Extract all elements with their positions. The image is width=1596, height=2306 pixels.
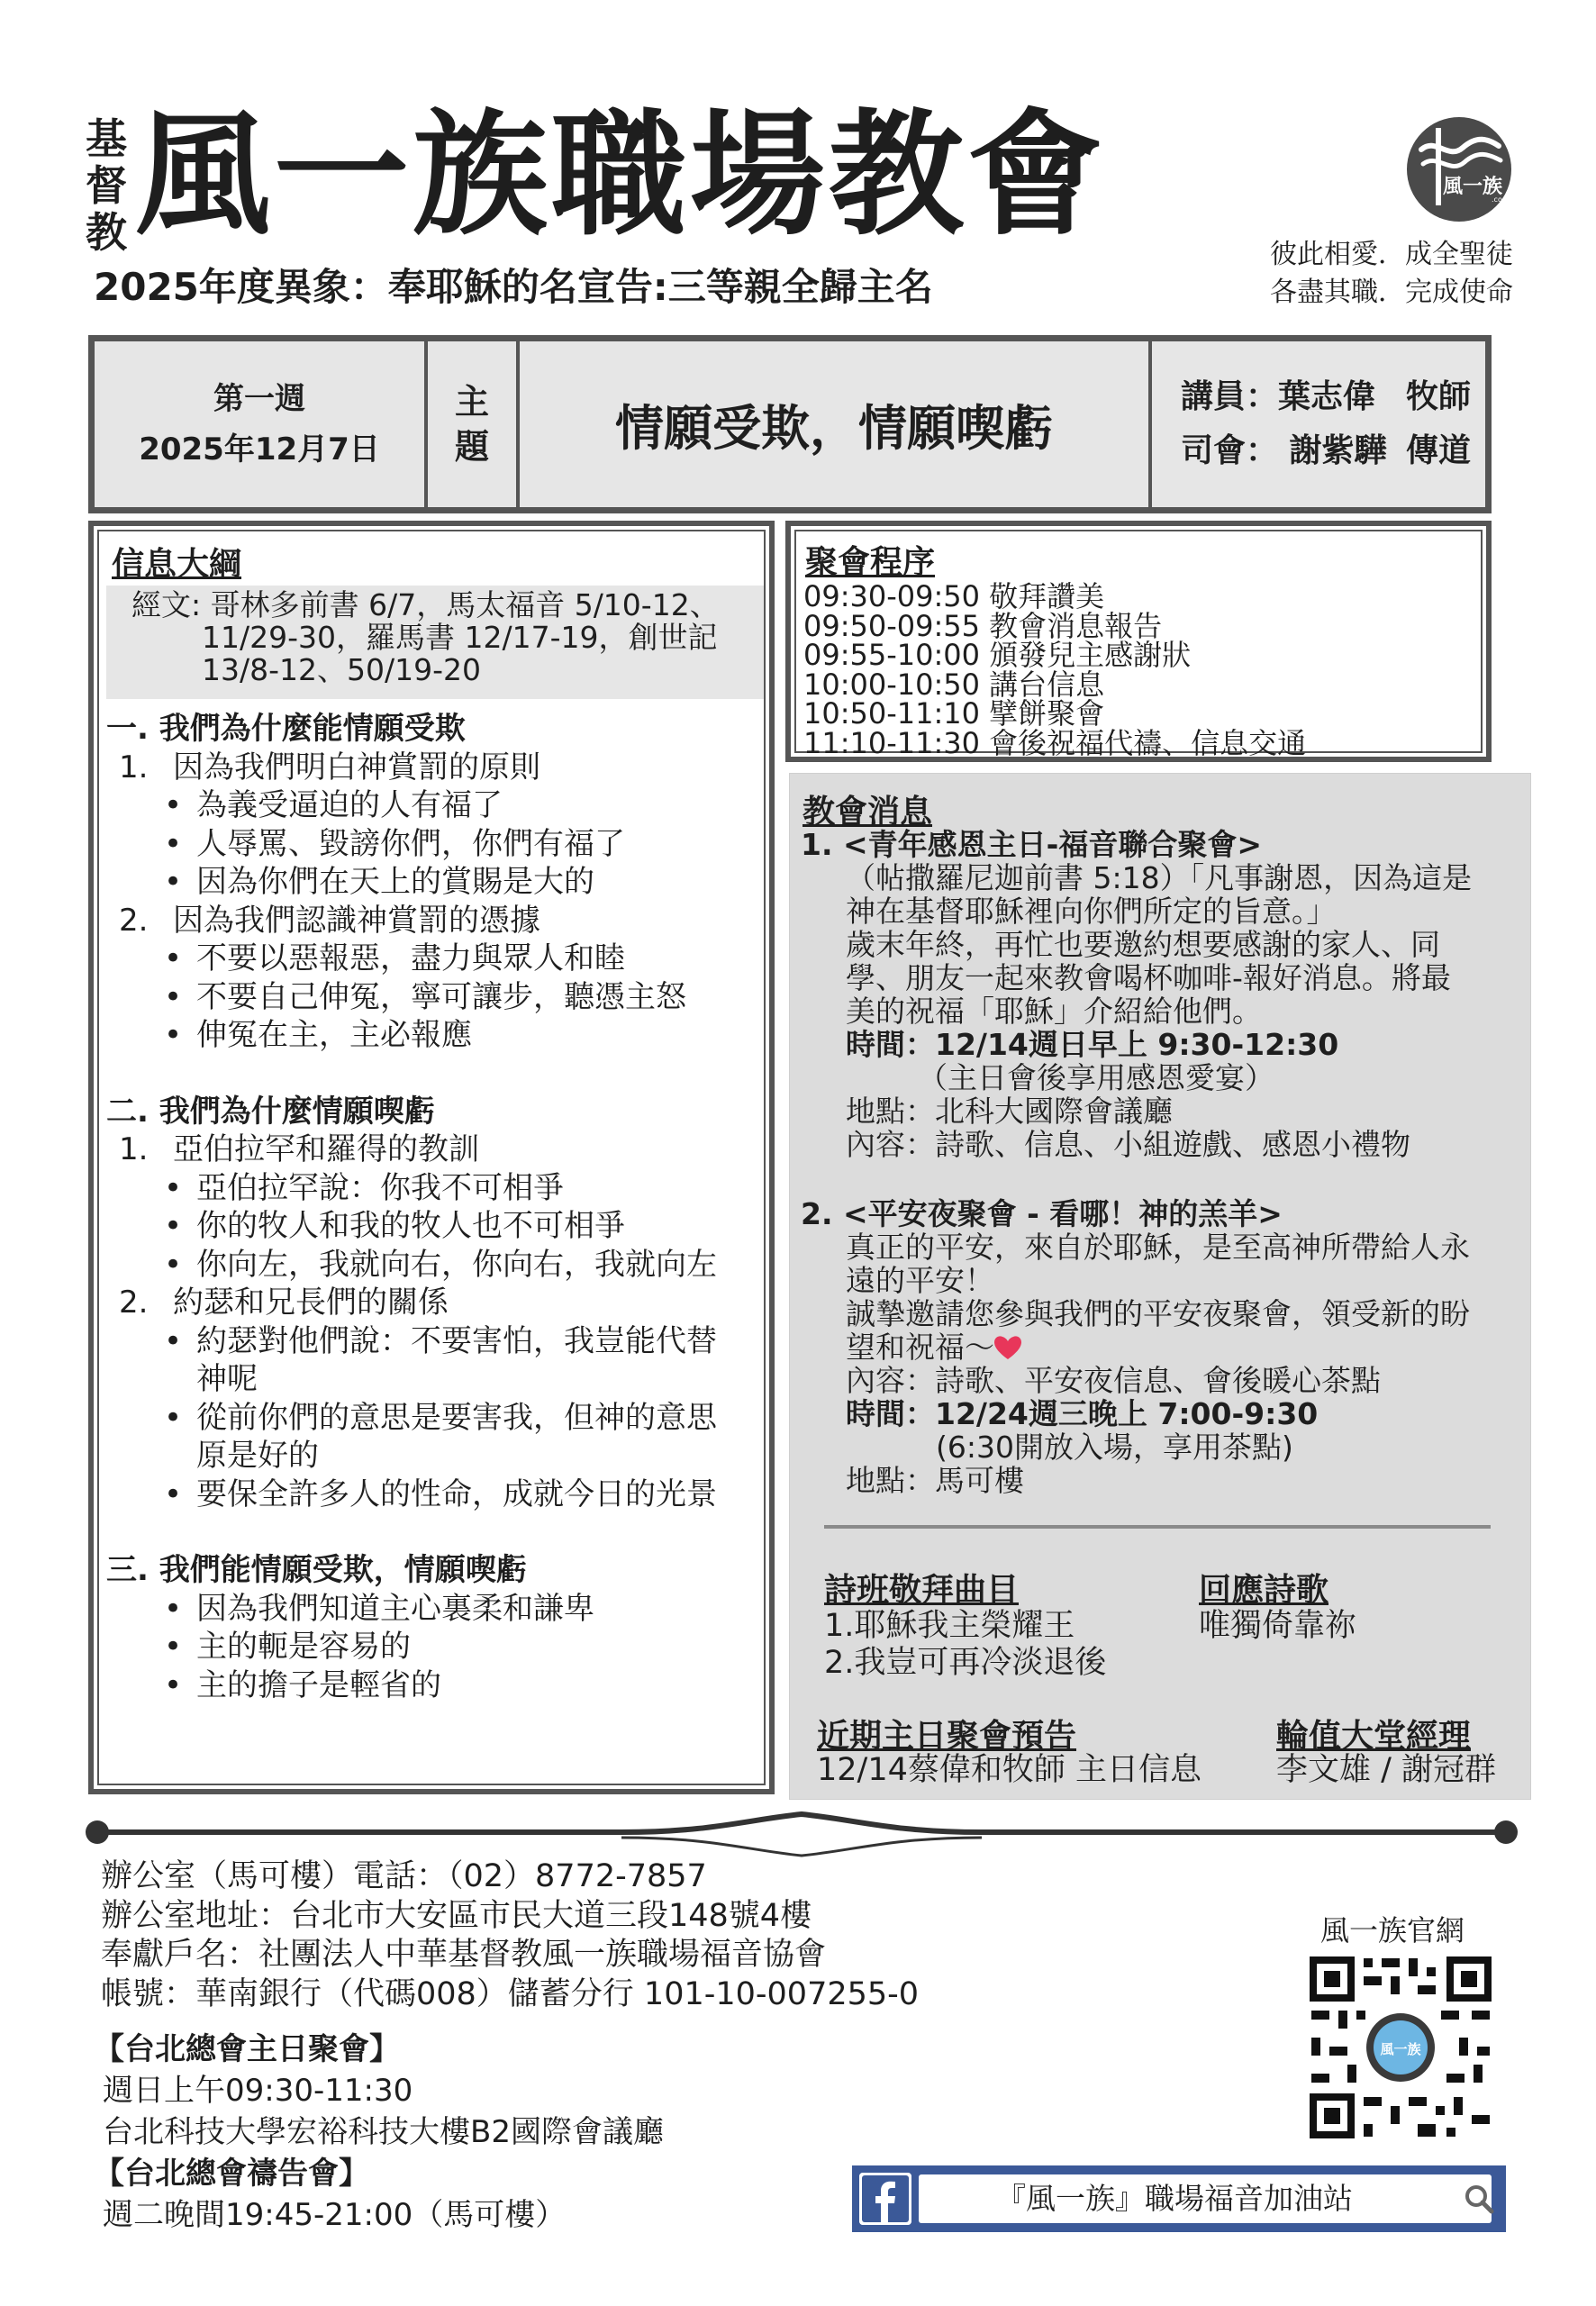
choir-heading: 詩班敬拜曲目 (824, 1572, 1020, 1609)
program-item: 09:30-09:50 敬拜讚美 (803, 579, 1105, 613)
speaker-cell (1152, 341, 1485, 507)
managers-heading: 輪值大堂經理 (1276, 1718, 1472, 1755)
speaker-name: 講員：葉志偉 (1181, 378, 1376, 415)
outline-bullet: • 不要以惡報惡，盡力與眾人和睦 (106, 940, 773, 978)
outline-point: 1. 亞伯拉罕和羅得的教訓 (119, 1131, 479, 1167)
logo-suffix: .com (1492, 195, 1510, 204)
response-heading: 回應詩歌 (1199, 1572, 1329, 1609)
prefix-char: 督 (86, 161, 127, 210)
news-item-title: 2. <平安夜聚會 - 看哪！神的羔羊> (801, 1196, 1283, 1231)
motto (1225, 236, 1513, 312)
website-qr-code-icon[interactable] (1306, 1953, 1495, 2142)
facebook-icon (859, 2173, 911, 2225)
news-content: 內容：詩歌、信息、小組遊戲、感恩小禮物 (846, 1127, 1410, 1162)
news-desc-line: 真正的平安，來自於耶穌，是至高神所帶給人永 (846, 1230, 1470, 1265)
outline-point: 1. 因為我們明白神賞罰的原則 (119, 749, 540, 785)
title-prefix (81, 115, 131, 256)
program-item: 10:00-10:50 講台信息 (803, 667, 1105, 702)
church-title: 風一族職場教會 (135, 97, 1107, 254)
outline-section-title: 三. 我們能情願受欺，情願喫虧 (106, 1552, 527, 1588)
sermon-outline-panel (88, 521, 775, 1794)
outline-bullet: • 你的牧人和我的牧人也不可相爭 (106, 1207, 773, 1246)
news-desc-line: 美的祝福「耶穌」介紹給他們。 (846, 994, 1262, 1029)
prayer-meeting-time: 週二晚間19:45-21:00（馬可樓） (103, 2197, 567, 2233)
office-address: 辦公室地址：台北市大安區市民大道三段148號4樓 (101, 1897, 812, 1934)
week-cell (95, 341, 428, 507)
speaker-row (1181, 370, 1471, 424)
host-name: 司會： 謝紫驊 (1181, 432, 1387, 469)
outline-bullet: • 主的軛是容易的 (106, 1628, 773, 1666)
host-title: 傳道 (1406, 432, 1472, 469)
donation-account-name: 奉獻戶名：社團法人中華基督教風一族職場福音協會 (101, 1937, 827, 1973)
program-item: 10:50-11:10 擘餅聚會 (803, 696, 1105, 731)
office-info (101, 1857, 919, 2014)
outline-bullet: • 主的擔子是輕省的 (106, 1666, 773, 1705)
outline-bullet: • 因為你們在天上的賞賜是大的 (106, 863, 773, 902)
news-divider (824, 1525, 1491, 1529)
program-item: 09:50-09:55 教會消息報告 (803, 608, 1163, 643)
meeting-info (94, 2029, 664, 2236)
theme-label-char: 主 (454, 382, 489, 422)
theme-label-char: 題 (454, 427, 489, 467)
sunday-service-place: 台北科技大學宏裕科技大樓B2國際會議廳 (103, 2114, 664, 2150)
news-place: 地點：北科大國際會議廳 (846, 1094, 1173, 1129)
outline-section-title: 一. 我們為什麼能情願受欺 (106, 711, 466, 747)
outline-bullet: • 人辱罵、毀謗你們，你們有福了 (106, 825, 773, 864)
outline-bullet: • 亞伯拉罕說：你我不可相爭 (106, 1169, 773, 1208)
upcoming-heading: 近期主日聚會預告 (817, 1718, 1077, 1755)
motto-line: 彼此相愛．成全聖徒 (1270, 239, 1513, 270)
program-item: 11:10-11:30 會後祝福代禱、信息交通 (803, 725, 1307, 760)
sermon-heading: 信息大綱 (112, 546, 242, 583)
program-list (803, 579, 1307, 760)
sermon-theme: 情願受欺，情願喫虧 (520, 341, 1152, 507)
news-time: 時間：12/14週日早上 9:30-12:30 (846, 1027, 1339, 1062)
prefix-char: 教 (86, 208, 127, 257)
website-label: 風一族官網 (1320, 1913, 1465, 1947)
program-item: 09:55-10:00 頒發兒主感謝狀 (803, 638, 1192, 672)
scripture-line: 經文: 哥林多前書 6/7，馬太福音 5/10-12、 (131, 587, 720, 622)
qr-logo-text: 風一族 (1380, 2041, 1421, 2057)
news-time: 時間：12/24週三晚上 7:00-9:30 (846, 1396, 1319, 1431)
facebook-search-bar[interactable] (852, 2165, 1506, 2232)
news-desc-line: 遠的平安！ (846, 1263, 994, 1298)
annual-vision: 2025年度異象：奉耶穌的名宣告:三等親全歸主名 (94, 265, 933, 309)
logo-text: 風一族 (1443, 176, 1503, 198)
outline-bullet: • 你向左，我就向右，你向右，我就向左 (106, 1246, 773, 1285)
service-program-panel (785, 521, 1492, 762)
scripture-box (106, 586, 764, 699)
choir-song: 1.耶穌我主榮耀王 (824, 1608, 1075, 1644)
news-place: 地點：馬可樓 (846, 1463, 1024, 1498)
news-desc-line: 歲末年終，再忙也要邀約想要感謝的家人、同 (846, 927, 1440, 962)
speaker-title: 牧師 (1406, 378, 1472, 415)
news-time-note: （主日會後享用感恩愛宴） (918, 1060, 1274, 1095)
church-logo-icon (1405, 115, 1513, 223)
outline-bullet: • 不要自己伸冤，寧可讓步，聽憑主怒 (106, 978, 773, 1017)
outline-bullet: • 要保全許多人的性命，成就今日的光景 (106, 1475, 773, 1514)
prefix-char: 基 (86, 114, 127, 163)
ornamental-divider (81, 1802, 1522, 1865)
host-row (1181, 424, 1471, 478)
news-invite-line: 誠摯邀請您參與我們的平安夜聚會，領受新的盼 (846, 1296, 1470, 1331)
service-date: 2025年12月7日 (139, 431, 380, 468)
choir-song: 2.我豈可再冷淡退後 (824, 1645, 1107, 1681)
outline-bullet: • 為義受逼迫的人有福了 (106, 786, 773, 825)
program-heading: 聚會程序 (805, 544, 936, 581)
heart-icon (994, 1336, 1021, 1361)
outline-section-title: 二. 我們為什麼情願喫虧 (106, 1093, 435, 1130)
facebook-search-field[interactable]: 『風一族』職場福音加油站 (919, 2174, 1492, 2223)
choir-songs (824, 1608, 1106, 1682)
upcoming-text: 12/14蔡偉和牧師 主日信息 (817, 1752, 1202, 1788)
outline-point: 2. 約瑟和兄長們的關係 (119, 1285, 449, 1321)
sunday-service-heading: 【台北總會主日聚會】 (94, 2031, 400, 2067)
outline-bullet: • 約瑟對他們說：不要害怕，我豈能代替 神呢 (106, 1322, 773, 1399)
news-verse-line: 神在基督耶穌裡向你們所定的旨意。」 (846, 894, 1337, 929)
outline-bullet: • 從前你們的意思是要害我，但神的意思 原是好的 (106, 1399, 773, 1475)
week-label: 第一週 (213, 381, 305, 417)
news-body (801, 828, 1530, 1497)
news-heading: 教會消息 (803, 794, 933, 831)
outline-list (106, 710, 773, 1704)
motto-line: 各盡其職．完成使命 (1270, 277, 1513, 308)
outline-bullet: • 伸冤在主，主必報應 (106, 1016, 773, 1055)
managers-names: 李文雄 / 謝冠群 (1276, 1752, 1497, 1788)
office-phone: 辦公室（馬可樓）電話：（02）8772-7857 (101, 1858, 707, 1894)
prayer-meeting-heading: 【台北總會禱告會】 (94, 2156, 369, 2192)
bank-account: 帳號：華南銀行（代碼008）儲蓄分行 101-10-007255-0 (101, 1975, 920, 2012)
theme-label-cell (428, 341, 520, 507)
news-desc-line: 學、朋友一起來教會喝杯咖啡-報好消息。將最 (846, 960, 1451, 995)
service-info-bar (88, 335, 1492, 513)
scripture-line: 11/29-30，羅馬書 12/17-19，創世記 (202, 620, 718, 655)
news-content: 內容：詩歌、平安夜信息、會後暖心茶點 (846, 1363, 1381, 1398)
outline-bullet: • 因為我們知道主心裏柔和謙卑 (106, 1590, 773, 1629)
scripture-line: 13/8-12、50/19-20 (202, 652, 482, 687)
news-invite-line: 望和祝福～ (801, 1330, 1530, 1364)
outline-point: 2. 因為我們認識神賞罰的憑據 (119, 902, 540, 939)
news-verse-line: （帖撒羅尼迦前書 5:18）「凡事謝恩，因為這是 (846, 860, 1473, 895)
search-icon[interactable] (1463, 2183, 1495, 2215)
sunday-service-time: 週日上午09:30-11:30 (103, 2073, 413, 2109)
church-news-panel (789, 773, 1531, 1800)
news-item-title: 1. <青年感恩主日-福音聯合聚會> (801, 827, 1262, 862)
news-time-note: (6:30開放入場，享用茶點) (936, 1430, 1293, 1465)
response-song: 唯獨倚靠祢 (1199, 1608, 1357, 1644)
